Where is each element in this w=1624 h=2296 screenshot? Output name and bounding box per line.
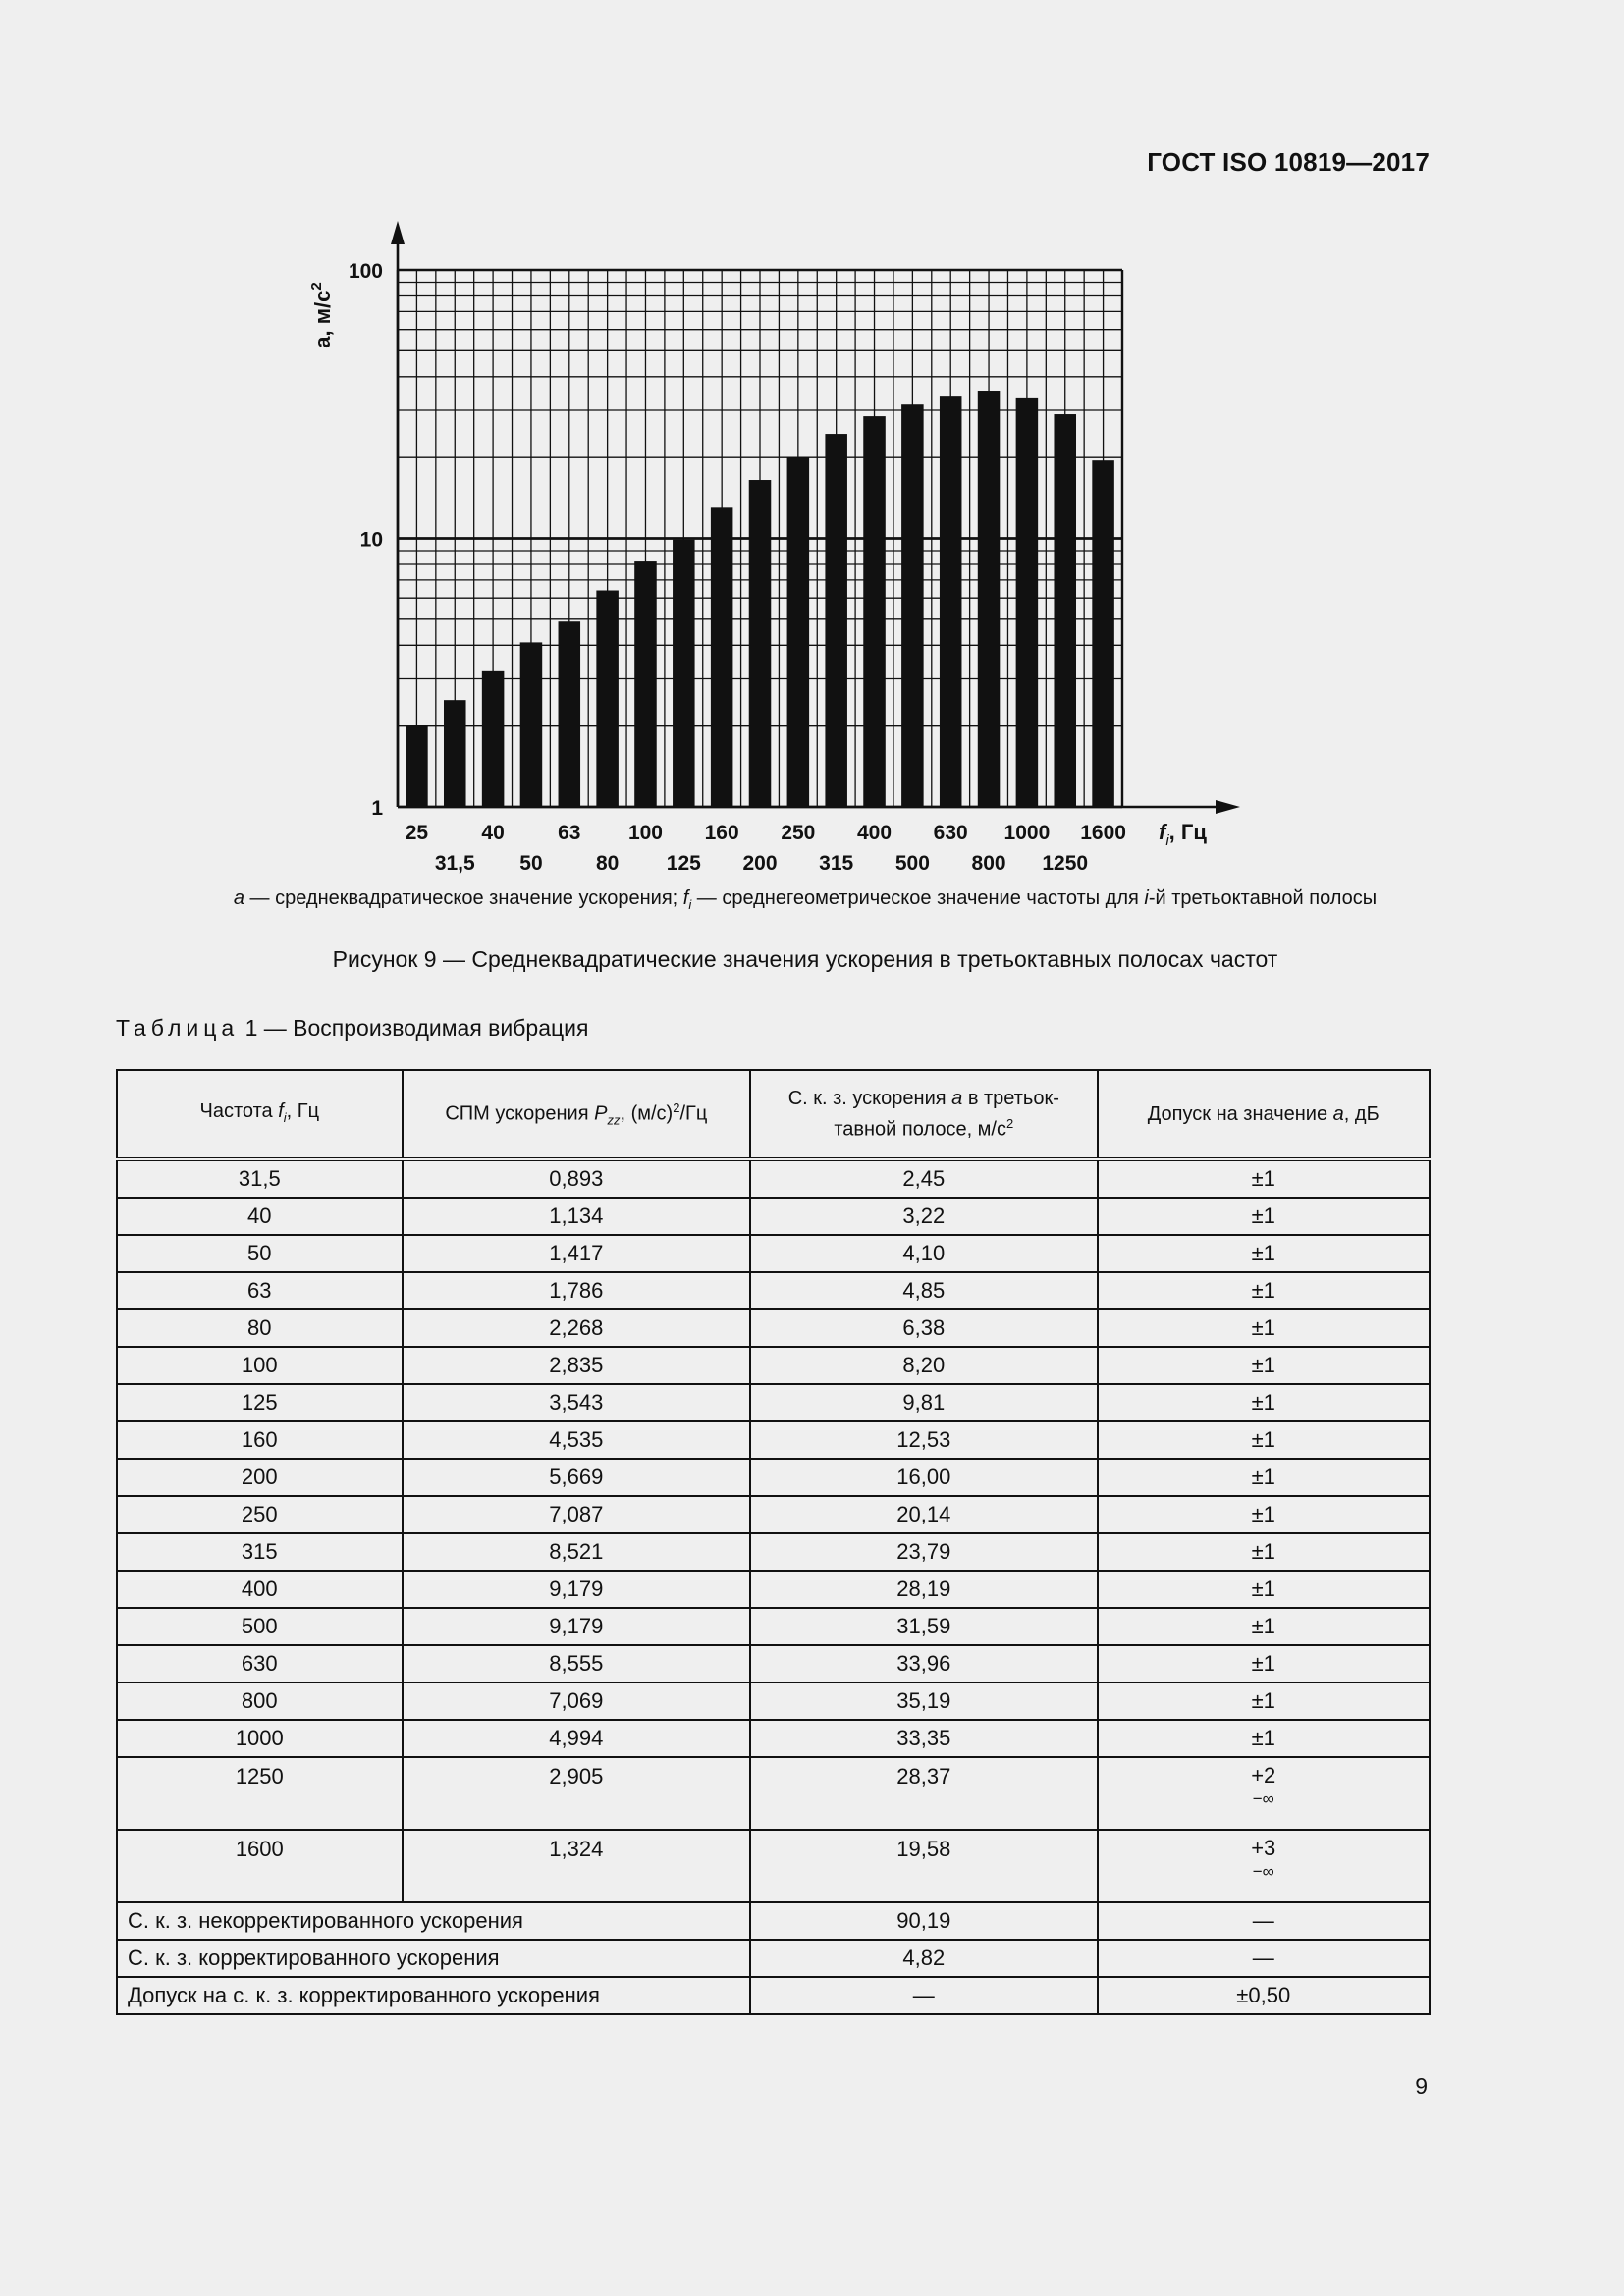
x-tick-label: 50	[519, 852, 543, 875]
table-row	[117, 1272, 1430, 1309]
table-row	[117, 1421, 1430, 1459]
x-tick-label: 1600	[1080, 822, 1126, 844]
x-tick-label: 400	[857, 822, 893, 844]
summary-label: Допуск на с. к. з. корректированного ускорения	[117, 1977, 750, 2014]
table-title-rest: 1 — Воспроизводимая вибрация	[239, 1015, 589, 1041]
cell-tolerance: ±1	[1098, 1459, 1431, 1496]
cell-frequency: 1000	[117, 1720, 403, 1757]
cell-acceleration: 33,35	[750, 1720, 1097, 1757]
cell-tolerance: ±1	[1098, 1608, 1431, 1645]
tolerance-lower: −∞	[1252, 1862, 1274, 1881]
cell-tolerance: ±1	[1098, 1198, 1431, 1235]
cell-frequency: 250	[117, 1496, 403, 1533]
header-frequency: Частота $f_i$, Гц	[117, 1070, 403, 1159]
cell-frequency: 1600	[117, 1830, 403, 1902]
cell-acceleration: 4,10	[750, 1235, 1097, 1272]
summary-value: 90,19	[750, 1902, 1097, 1940]
tolerance-lower: −∞	[1252, 1789, 1274, 1808]
bar-315	[825, 434, 847, 807]
cell-tolerance	[1098, 1830, 1431, 1902]
y-axis-arrow	[391, 221, 405, 244]
cell-acceleration: 33,96	[750, 1645, 1097, 1682]
cell-psd: 2,905	[403, 1757, 750, 1830]
cell-tolerance: ±1	[1098, 1645, 1431, 1682]
cell-acceleration: 2,45	[750, 1159, 1097, 1198]
y-tick-label: 10	[359, 528, 383, 552]
summary-label: С. к. з. некорректированного ускорения	[117, 1902, 750, 1940]
document-header: ГОСТ ISO 10819—2017	[1147, 147, 1430, 177]
cell-frequency: 50	[117, 1235, 403, 1272]
x-tick-label: 40	[481, 822, 505, 844]
cell-psd: 2,835	[403, 1347, 750, 1384]
x-tick-label: 63	[558, 822, 581, 844]
y-tick-label: 100	[348, 260, 383, 283]
cell-tolerance: ±1	[1098, 1347, 1431, 1384]
x-tick-label: 200	[742, 852, 778, 875]
cell-acceleration: 9,81	[750, 1384, 1097, 1421]
cell-psd: 3,543	[403, 1384, 750, 1421]
cell-frequency: 200	[117, 1459, 403, 1496]
cell-acceleration: 31,59	[750, 1608, 1097, 1645]
x-tick-label: 160	[704, 822, 739, 844]
x-tick-label: 1250	[1042, 852, 1089, 875]
table-row	[117, 1198, 1430, 1235]
cell-psd: 1,324	[403, 1830, 750, 1902]
legend-f-subscript: i	[688, 897, 692, 912]
cell-acceleration: 4,85	[750, 1272, 1097, 1309]
cell-psd: 8,521	[403, 1533, 750, 1571]
cell-frequency: 100	[117, 1347, 403, 1384]
cell-frequency: 160	[117, 1421, 403, 1459]
x-axis-label: $f_i$, Гц	[1159, 820, 1207, 849]
x-tick-label: 100	[627, 822, 663, 844]
table-row	[117, 1347, 1430, 1384]
cell-acceleration: 3,22	[750, 1198, 1097, 1235]
x-tick-label: 25	[405, 822, 429, 844]
x-tick-label: 1000	[1003, 822, 1051, 844]
cell-psd: 2,268	[403, 1309, 750, 1347]
legend-i-symbol: i	[1144, 887, 1149, 909]
cell-frequency: 40	[117, 1198, 403, 1235]
cell-psd: 9,179	[403, 1608, 750, 1645]
x-tick-label: 250	[781, 822, 816, 844]
table-row	[117, 1309, 1430, 1347]
cell-frequency: 800	[117, 1682, 403, 1720]
x-tick-label: 800	[971, 852, 1006, 875]
cell-psd: 0,893	[403, 1159, 750, 1198]
x-tick-label: 80	[595, 852, 620, 875]
cell-psd: 7,069	[403, 1682, 750, 1720]
cell-tolerance: ±1	[1098, 1720, 1431, 1757]
cell-tolerance: ±1	[1098, 1272, 1431, 1309]
cell-tolerance: ±1	[1098, 1682, 1431, 1720]
tolerance-upper: +3	[1251, 1836, 1276, 1860]
bar-500	[901, 404, 924, 807]
cell-frequency: 63	[117, 1272, 403, 1309]
cell-frequency: 500	[117, 1608, 403, 1645]
bar-80	[596, 591, 619, 807]
cell-frequency: 80	[117, 1309, 403, 1347]
table-row	[117, 1720, 1430, 1757]
legend-text-2: — среднегеометрическое значение частоты для	[691, 887, 1145, 909]
cell-acceleration: 28,37	[750, 1757, 1097, 1830]
bar-200	[749, 480, 772, 807]
cell-acceleration: 19,58	[750, 1830, 1097, 1902]
cell-psd: 9,179	[403, 1571, 750, 1608]
table-row	[117, 1682, 1430, 1720]
cell-tolerance: ±1	[1098, 1533, 1431, 1571]
summary-row	[117, 1902, 1430, 1940]
x-tick-label: 31,5	[434, 852, 475, 875]
figure-legend	[118, 887, 1492, 912]
cell-tolerance: ±1	[1098, 1496, 1431, 1533]
table-row	[117, 1496, 1430, 1533]
summary-tolerance: —	[1098, 1940, 1431, 1977]
bar-100	[634, 561, 657, 807]
cell-frequency: 31,5	[117, 1159, 403, 1198]
x-tick-label: 125	[666, 852, 701, 875]
cell-tolerance	[1098, 1757, 1431, 1830]
bar-63	[559, 621, 581, 807]
cell-acceleration: 23,79	[750, 1533, 1097, 1571]
table-title-word: Таблица	[116, 1015, 240, 1041]
summary-label: С. к. з. корректированного ускорения	[117, 1940, 750, 1977]
cell-acceleration: 6,38	[750, 1309, 1097, 1347]
cell-psd: 4,535	[403, 1421, 750, 1459]
cell-acceleration: 35,19	[750, 1682, 1097, 1720]
table-header-row	[117, 1070, 1430, 1159]
cell-acceleration: 20,14	[750, 1496, 1097, 1533]
legend-text-1: — среднеквадратическое значение ускорения;	[244, 887, 683, 909]
legend-text-3: -й третьоктавной полосы	[1148, 887, 1378, 909]
table-row	[117, 1571, 1430, 1608]
cell-tolerance: ±1	[1098, 1571, 1431, 1608]
bar-125	[673, 540, 695, 807]
bar-1000	[1016, 398, 1039, 807]
bar-25	[406, 726, 428, 807]
bar-400	[863, 416, 886, 807]
cell-psd: 4,994	[403, 1720, 750, 1757]
table-row	[117, 1757, 1430, 1830]
x-axis-arrow	[1216, 800, 1240, 814]
summary-tolerance: ±0,50	[1098, 1977, 1431, 2014]
x-tick-label: 315	[819, 852, 854, 875]
bar-800	[978, 391, 1001, 807]
header-psd: СПМ ускорения $P_{zz}$, $(м/с)^2/Гц$	[403, 1070, 750, 1159]
table-title	[116, 1015, 588, 1041]
page-number: 9	[1415, 2073, 1428, 2099]
header-tolerance: Допуск на значение a, дБ	[1098, 1070, 1431, 1159]
cell-frequency: 315	[117, 1533, 403, 1571]
bar-31,5	[444, 700, 466, 807]
x-tick-label: 630	[933, 822, 968, 844]
cell-acceleration: 12,53	[750, 1421, 1097, 1459]
cell-acceleration: 28,19	[750, 1571, 1097, 1608]
bar-40	[482, 671, 505, 807]
cell-psd: 1,417	[403, 1235, 750, 1272]
table-row	[117, 1645, 1430, 1682]
cell-acceleration: 8,20	[750, 1347, 1097, 1384]
table-row	[117, 1235, 1430, 1272]
cell-frequency: 125	[117, 1384, 403, 1421]
acceleration-bar-chart	[295, 221, 1257, 879]
cell-psd: 7,087	[403, 1496, 750, 1533]
bar-1600	[1092, 460, 1114, 807]
cell-tolerance: ±1	[1098, 1309, 1431, 1347]
summary-row	[117, 1977, 1430, 2014]
cell-psd: 5,669	[403, 1459, 750, 1496]
cell-frequency: 630	[117, 1645, 403, 1682]
bar-50	[520, 642, 543, 807]
cell-tolerance: ±1	[1098, 1235, 1431, 1272]
summary-value: 4,82	[750, 1940, 1097, 1977]
y-axis-label: a, $м/с^2$	[308, 282, 335, 348]
table-row	[117, 1830, 1430, 1902]
legend-f-symbol: f	[682, 887, 689, 909]
legend-a-symbol: a	[233, 887, 244, 909]
cell-frequency: 400	[117, 1571, 403, 1608]
table-row	[117, 1533, 1430, 1571]
table-row	[117, 1608, 1430, 1645]
cell-psd: 1,786	[403, 1272, 750, 1309]
table-row	[117, 1159, 1430, 1198]
summary-row	[117, 1940, 1430, 1977]
cell-tolerance: ±1	[1098, 1384, 1431, 1421]
table-row	[117, 1384, 1430, 1421]
cell-tolerance: ±1	[1098, 1421, 1431, 1459]
bar-1250	[1054, 414, 1076, 807]
tolerance-upper: +2	[1251, 1763, 1276, 1788]
header-rms-acceleration: С. к. з. ускорения a в третьок- тавной полосе, $м/с^2$	[750, 1070, 1097, 1159]
bar-630	[940, 396, 962, 807]
cell-psd: 8,555	[403, 1645, 750, 1682]
cell-psd: 1,134	[403, 1198, 750, 1235]
summary-value: —	[750, 1977, 1097, 2014]
bar-250	[787, 457, 810, 807]
cell-tolerance: ±1	[1098, 1159, 1431, 1198]
y-tick-label: 1	[371, 797, 383, 820]
figure-caption: Рисунок 9 — Среднеквадратические значения ускорения в третьоктавных полосах частот	[332, 946, 1278, 972]
cell-acceleration: 16,00	[750, 1459, 1097, 1496]
cell-frequency: 1250	[117, 1757, 403, 1830]
bar-160	[711, 507, 733, 807]
x-tick-label: 500	[894, 852, 930, 875]
summary-tolerance: —	[1098, 1902, 1431, 1940]
table-row	[117, 1459, 1430, 1496]
vibration-table	[116, 1069, 1431, 2015]
